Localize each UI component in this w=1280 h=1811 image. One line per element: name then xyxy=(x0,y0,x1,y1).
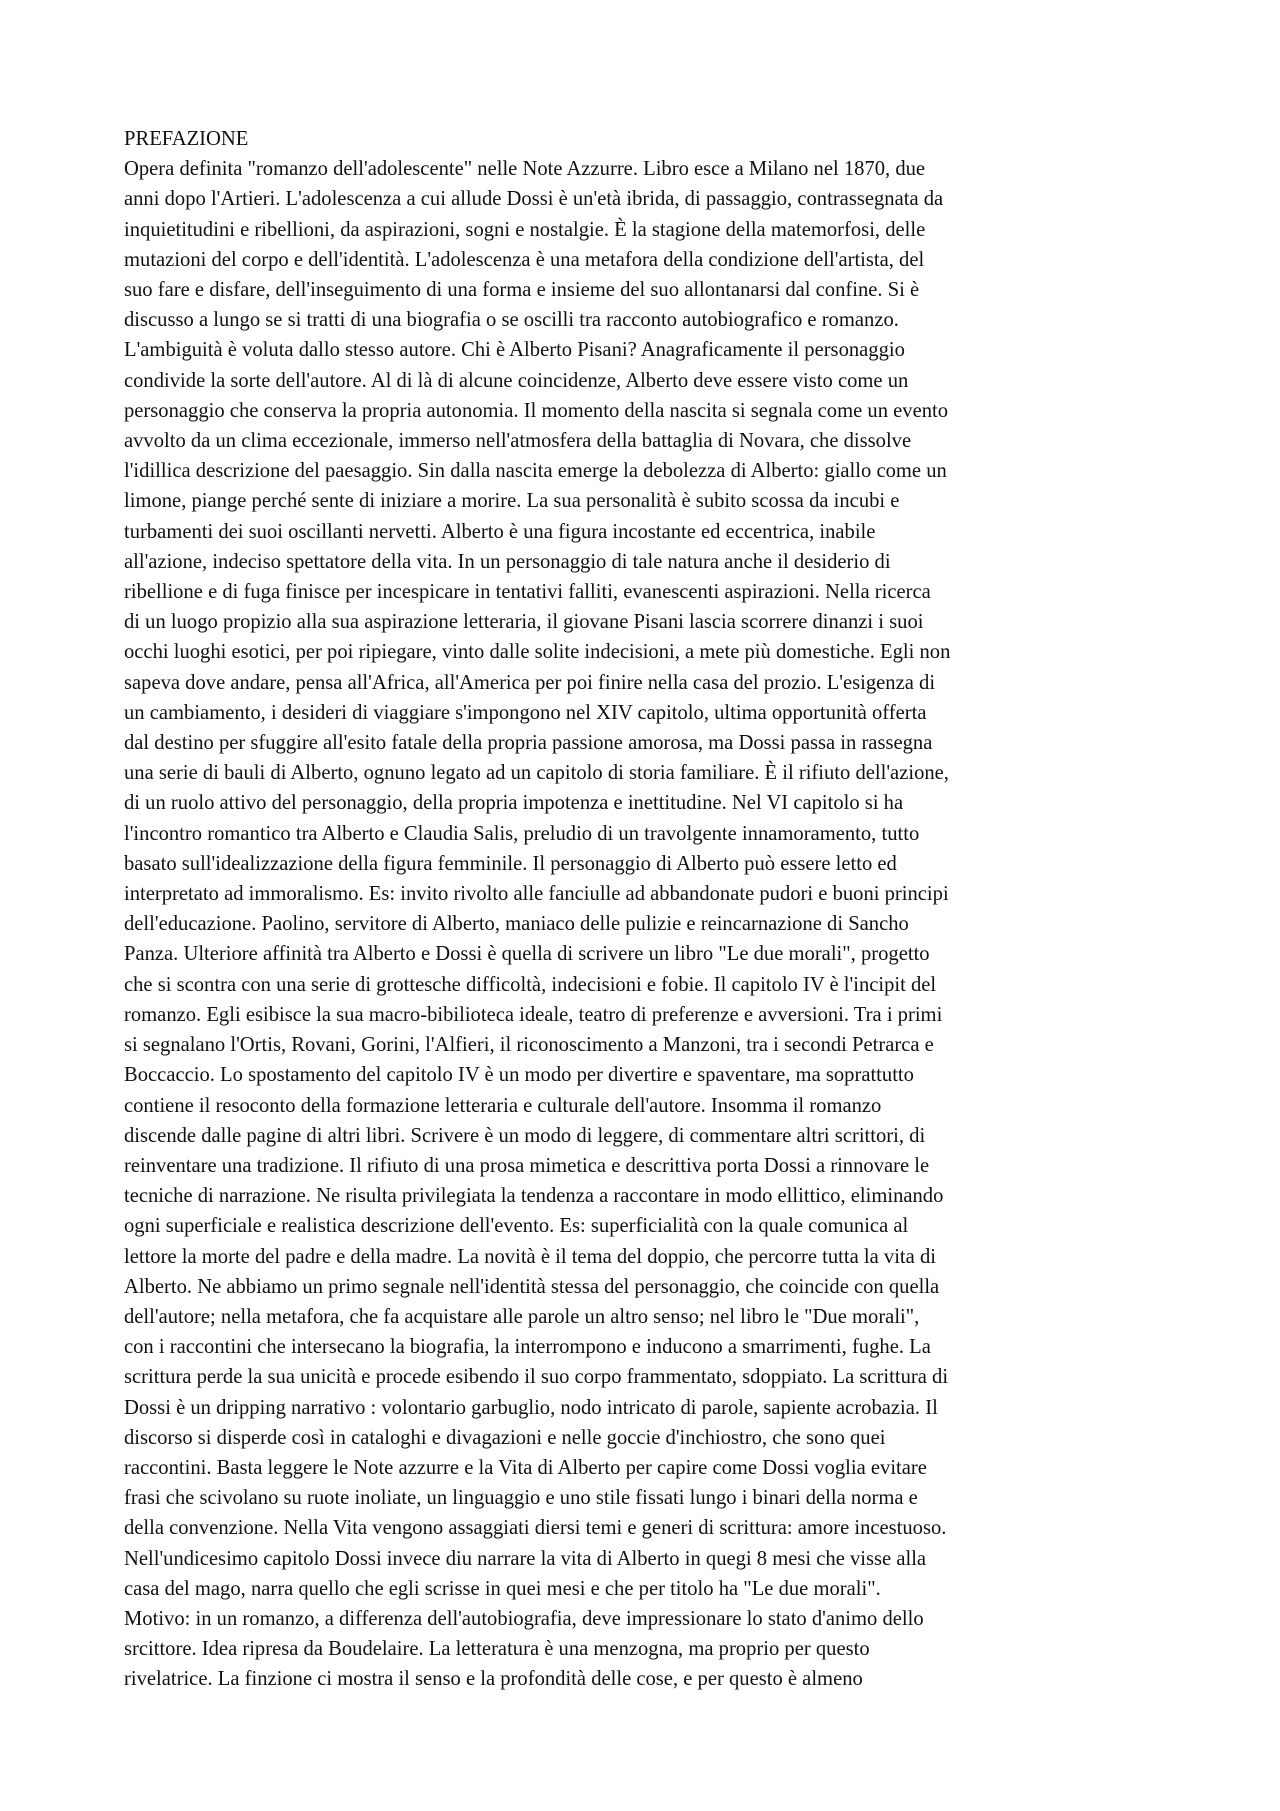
text-line: interpretato ad immoralismo. Es: invito rivolto alle fanciulle ad abbandonate pudori e buoni principi xyxy=(124,883,949,906)
text-line: dell'autore; nella metafora, che fa acquistare alle parole un altro senso; nel libro le "Due morali", xyxy=(124,1305,920,1328)
text-line: occhi luoghi esotici, per poi ripiegare, vinto dalle solite indecisioni, a mete più domestiche. Egli non xyxy=(124,641,951,664)
text-line: avvolto da un clima eccezionale, immerso nell'atmosfera della battaglia di Novara, che dissolve xyxy=(124,430,912,453)
text-line: che si scontra con una serie di grottesche difficoltà, indecisioni e fobie. Il capitolo IV è l'incipit del xyxy=(124,973,937,996)
text-line: sapeva dove andare, pensa all'Africa, all'America per poi finire nella casa del prozio. L'esigenza di xyxy=(124,671,936,694)
document-body xyxy=(124,154,1164,1694)
text-line: limone, piange perché sente di iniziare a morire. La sua personalità è subito scossa da incubi e xyxy=(124,490,900,513)
text-line: Panza. Ulteriore affinità tra Alberto e Dossi è quella di scrivere un libro "Le due morali", progetto xyxy=(124,943,930,966)
text-line: Motivo: in un romanzo, a differenza dell'autobiografia, deve impressionare lo stato d'animo dello xyxy=(124,1607,924,1630)
text-line: rivelatrice. La finzione ci mostra il senso e la profondità delle cose, e per questo è almeno xyxy=(124,1668,863,1691)
text-line: Boccaccio. Lo spostamento del capitolo IV è un modo per divertire e spaventare, ma soprattutto xyxy=(124,1064,914,1087)
text-line: ogni superficiale e realistica descrizione dell'evento. Es: superficialità con la quale comunica al xyxy=(124,1215,909,1238)
text-line: mutazioni del corpo e dell'identità. L'adolescenza è una metafora della condizione dell'artista, del xyxy=(124,248,925,271)
text-line: con i raccontini che intersecano la biografia, la interrompono e inducono a smarrimenti, fughe. La xyxy=(124,1336,931,1359)
text-line: basato sull'idealizzazione della figura femminile. Il personaggio di Alberto può essere letto ed xyxy=(124,852,897,875)
text-line: un cambiamento, i desideri di viaggiare s'impongono nel XIV capitolo, ultima opportunità offerta xyxy=(124,701,927,724)
text-line: reinventare una tradizione. Il rifiuto di una prosa mimetica e descrittiva porta Dossi a rinnovare le xyxy=(124,1154,930,1177)
text-line: lettore la morte del padre e della madre. La novità è il tema del doppio, che percorre tutta la vita di xyxy=(124,1245,936,1268)
text-line: raccontini. Basta leggere le Note azzurre e la Vita di Alberto per capire come Dossi voglia evitare xyxy=(124,1456,927,1479)
text-line: tecniche di narrazione. Ne risulta privilegiata la tendenza a raccontare in modo ellittico, eliminando xyxy=(124,1185,944,1208)
document-page xyxy=(124,124,1164,1695)
text-line: Dossi è un dripping narrativo : volontario garbuglio, nodo intricato di parole, sapiente acrobazia. Il xyxy=(124,1396,938,1419)
text-line: inquietitudini e ribellioni, da aspirazioni, sogni e nostalgie. È la stagione della matemorfosi, delle xyxy=(124,218,926,241)
text-line: personaggio che conserva la propria autonomia. Il momento della nascita si segnala come un evento xyxy=(124,399,949,422)
text-line: dell'educazione. Paolino, servitore di Alberto, maniaco delle pulizie e reincarnazione di Sancho xyxy=(124,913,909,936)
text-line: contiene il resoconto della formazione letteraria e culturale dell'autore. Insomma il romanzo xyxy=(124,1094,882,1117)
text-line: frasi che scivolano su ruote inoliate, un linguaggio e uno stile fissati lungo i binari della norma e xyxy=(124,1487,918,1510)
text-line: di un ruolo attivo del personaggio, della propria impotenza e inettitudine. Nel VI capitolo si ha xyxy=(124,792,904,815)
text-line: condivide la sorte dell'autore. Al di là di alcune coincidenze, Alberto deve essere visto come un xyxy=(124,369,909,392)
text-line: discorso si disperde così in cataloghi e divagazioni e nelle goccie d'inchiostro, che sono quei xyxy=(124,1426,886,1449)
text-line: Nell'undicesimo capitolo Dossi invece diu narrare la vita di Alberto in quegi 8 mesi che visse alla xyxy=(124,1547,927,1570)
text-line: dal destino per sfuggire all'esito fatale della propria passione amorosa, ma Dossi passa in rassegna xyxy=(124,732,933,755)
text-line: l'incontro romantico tra Alberto e Claudia Salis, preludio di un travolgente innamoramento, tutto xyxy=(124,822,920,845)
text-line: discende dalle pagine di altri libri. Scrivere è un modo di leggere, di commentare altri scrittori, di xyxy=(124,1124,926,1147)
text-line: una serie di bauli di Alberto, ognuno legato ad un capitolo di storia familiare. È il rifiuto dell'azione, xyxy=(124,762,949,785)
text-line: turbamenti dei suoi oscillanti nervetti. Alberto è una figura incostante ed eccentrica, inabile xyxy=(124,520,876,543)
text-line: casa del mago, narra quello che egli scrisse in quei mesi e che per titolo ha "Le due morali". xyxy=(124,1577,881,1600)
text-line: di un luogo propizio alla sua aspirazione letteraria, il giovane Pisani lascia scorrere dinanzi i suoi xyxy=(124,611,924,634)
text-line: discusso a lungo se si tratti di una biografia o se oscilli tra racconto autobiografico e romanzo. xyxy=(124,309,899,332)
text-line: della convenzione. Nella Vita vengono assaggiati diersi temi e generi di scrittura: amore incestuoso. xyxy=(124,1517,947,1540)
text-line: all'azione, indeciso spettatore della vita. In un personaggio di tale natura anche il desiderio di xyxy=(124,550,891,573)
text-line: suo fare e disfare, dell'inseguimento di una forma e insieme del suo allontanarsi dal confine. Si è xyxy=(124,279,920,302)
text-line: ribellione e di fuga finisce per incespicare in tentativi falliti, evanescenti aspirazioni. Nella ricerca xyxy=(124,581,931,604)
text-line: srcittore. Idea ripresa da Boudelaire. La letteratura è una menzogna, ma proprio per questo xyxy=(124,1638,870,1661)
text-line: Opera definita "romanzo dell'adolescente" nelle Note Azzurre. Libro esce a Milano nel 1870, due xyxy=(124,158,926,181)
text-line: l'idillica descrizione del paesaggio. Sin dalla nascita emerge la debolezza di Alberto: giallo come un xyxy=(124,460,947,483)
text-line: Alberto. Ne abbiamo un primo segnale nell'identità stessa del personaggio, che coincide con quella xyxy=(124,1275,940,1298)
text-line: L'ambiguità è voluta dallo stesso autore. Chi è Alberto Pisani? Anagraficamente il personaggio xyxy=(124,339,905,362)
document-title: PREFAZIONE xyxy=(124,128,249,150)
text-line: si segnalano l'Ortis, Rovani, Gorini, l'Alfieri, il riconoscimento a Manzoni, tra i secondi Petrarca e xyxy=(124,1034,934,1057)
text-line: anni dopo l'Artieri. L'adolescenza a cui allude Dossi è un'età ibrida, di passaggio, contrassegnata da xyxy=(124,188,944,211)
text-line: scrittura perde la sua unicità e procede esibendo il suo corpo frammentato, sdoppiato. La scrittura di xyxy=(124,1366,949,1389)
text-line: romanzo. Egli esibisce la sua macro-bibilioteca ideale, teatro di preferenze e avversioni. Tra i primi xyxy=(124,1003,943,1026)
